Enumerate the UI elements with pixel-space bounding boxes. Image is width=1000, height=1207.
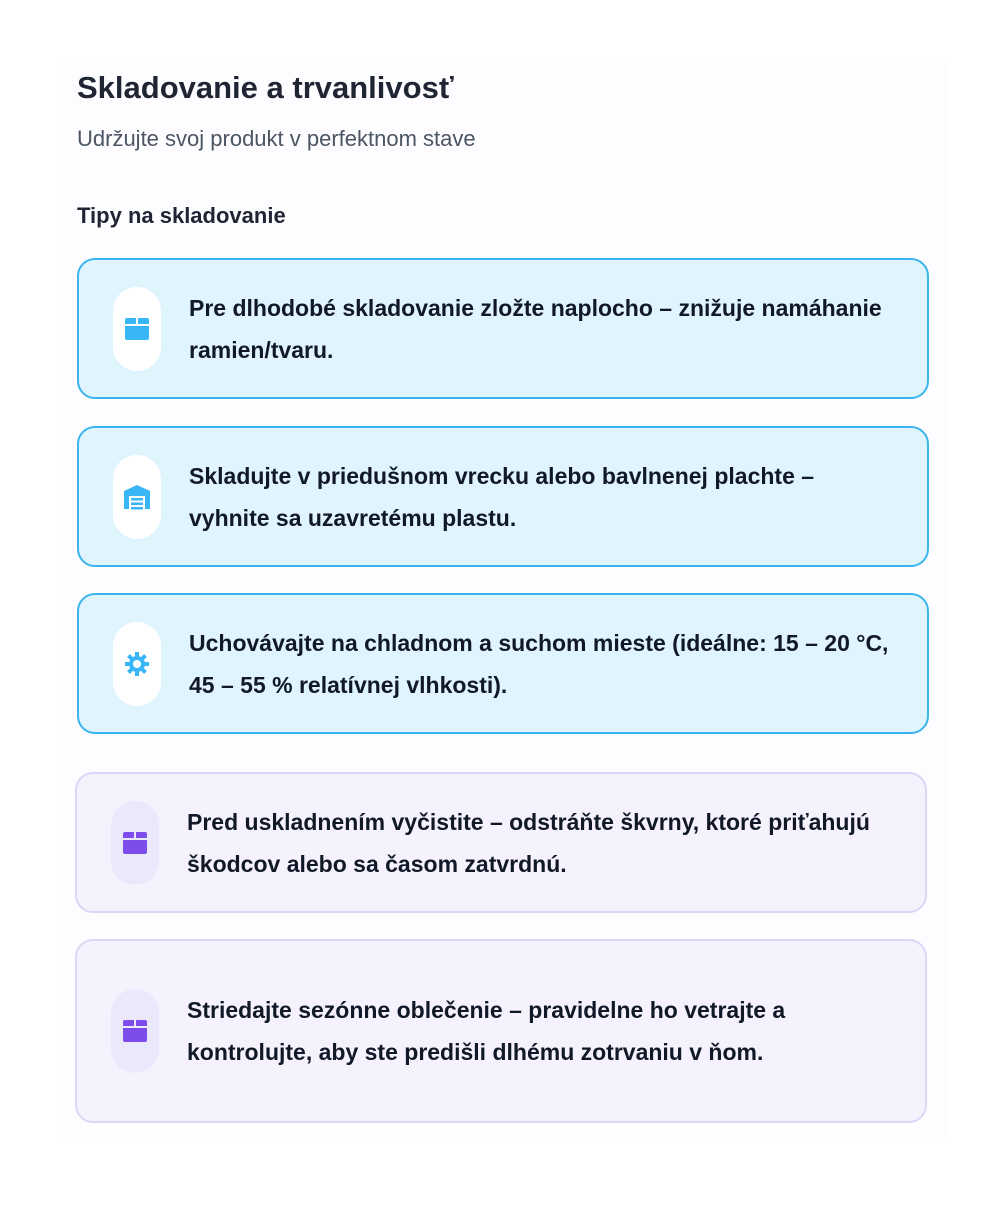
tip-card	[77, 258, 929, 399]
warehouse-icon	[123, 484, 151, 510]
page-title: Skladovanie a trvanlivosť	[77, 70, 454, 105]
section-title: Tipy na skladovanie	[77, 203, 286, 228]
box-icon	[122, 1019, 148, 1043]
tip-text: Pred uskladnením vyčistite – odstráňte škvrny, ktoré priťahujú škodcov alebo sa časom zatvrdnú.	[187, 808, 870, 877]
tip-card	[75, 772, 927, 913]
icon-pill	[113, 287, 161, 371]
tip-text: Uchovávajte na chladnom a suchom mieste (ideálne: 15 – 20 °C, 45 – 55 % relatívnej vlhkosti).	[189, 629, 889, 698]
icon-pill	[113, 622, 161, 706]
tip-card	[75, 939, 927, 1123]
icon-pill	[113, 455, 161, 539]
icon-pill	[111, 801, 159, 885]
tip-text: Skladujte v priedušnom vrecku alebo bavlnenej plachte – vyhnite sa uzavretému plastu.	[189, 462, 815, 531]
tip-text: Striedajte sezónne oblečenie – pravidelne ho vetrajte a kontrolujte, aby ste predišli dlhému zotrvaniu v ňom.	[187, 997, 786, 1065]
icon-pill	[111, 989, 159, 1073]
gear-icon	[124, 651, 150, 677]
box-icon	[124, 317, 150, 341]
box-icon	[122, 831, 148, 855]
tip-card	[77, 593, 929, 734]
tip-card	[77, 426, 929, 567]
tip-text: Pre dlhodobé skladovanie zložte naplocho – znižuje namáhanie ramien/tvaru.	[189, 294, 882, 363]
page-subtitle: Udržujte svoj produkt v perfektnom stave	[77, 126, 476, 151]
